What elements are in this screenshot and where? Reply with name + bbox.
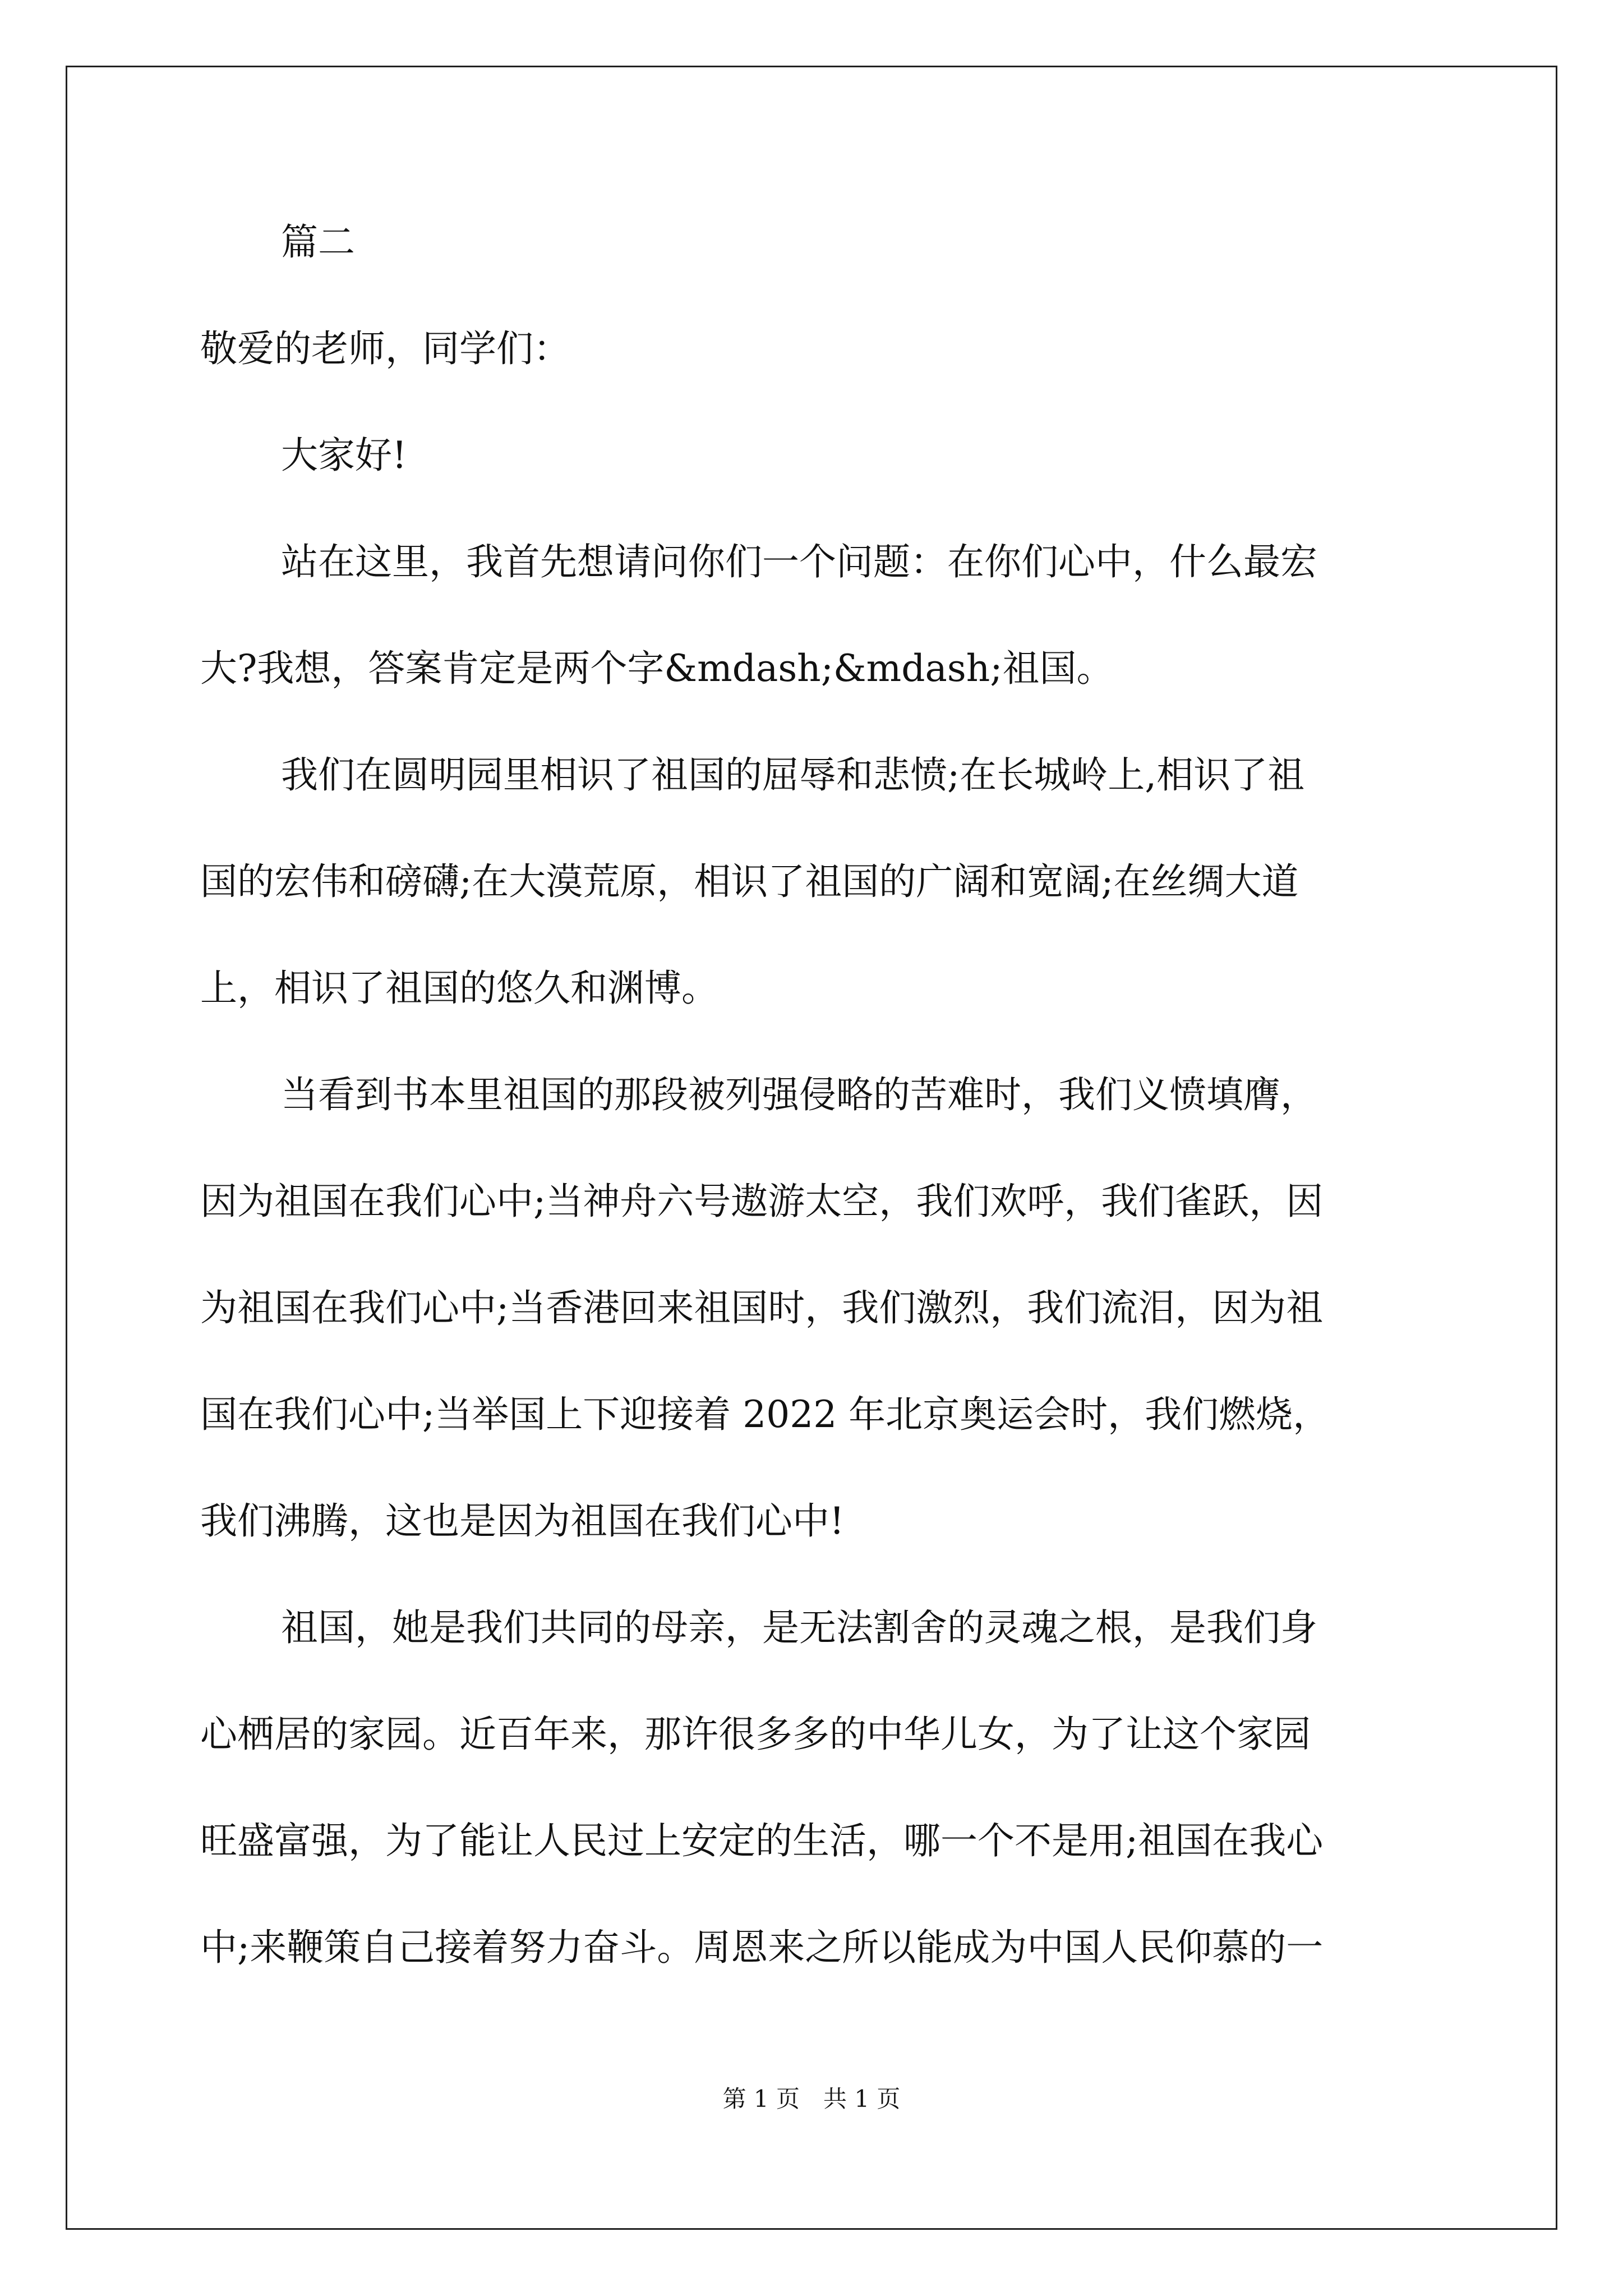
paragraph-line: 国的宏伟和磅礴;在大漠荒原，相识了祖国的广阔和宽阔;在丝绸大道 (200, 860, 1299, 903)
page-footer: 第 1 页 共 1 页 (722, 2085, 901, 2113)
paragraph-line: 祖国，她是我们共同的母亲，是无法割舍的灵魂之根，是我们身 (281, 1606, 1317, 1649)
paragraph-line: 心栖居的家园。近百年来，那许很多多的中华儿女，为了让这个家园 (200, 1713, 1311, 1756)
paragraph-line: 为祖国在我们心中;当香港回来祖国时，我们激烈，我们流泪，因为祖 (200, 1286, 1324, 1329)
paragraph-line: 当看到书本里祖国的那段被列强侵略的苦难时，我们义愤填膺， (281, 1073, 1317, 1116)
paragraph-line: 上，相识了祖国的悠久和渊博。 (200, 967, 718, 1010)
paragraph-line: 中;来鞭策自己接着努力奋斗。周恩来之所以能成为中国人民仰慕的一 (200, 1926, 1324, 1969)
paragraph-line: 国在我们心中;当举国上下迎接着 2022 年北京奥运会时，我们燃烧， (200, 1393, 1330, 1436)
salutation: 敬爱的老师，同学们： (200, 327, 570, 370)
paragraph-line: 大?我想，答案肯定是两个字&mdash;&mdash;祖国。 (200, 647, 1114, 690)
paragraph-line: 旺盛富强，为了能让人民过上安定的生活，哪一个不是用;祖国在我心 (200, 1819, 1324, 1862)
paragraph-line: 因为祖国在我们心中;当神舟六号遨游太空，我们欢呼，我们雀跃，因 (200, 1180, 1324, 1223)
page-border (66, 66, 1557, 2230)
paragraph-line: 我们沸腾，这也是因为祖国在我们心中! (200, 1499, 845, 1543)
section-heading: 篇二 (281, 220, 355, 264)
greeting: 大家好! (281, 434, 407, 477)
paragraph-line: 我们在圆明园里相识了祖国的屈辱和悲愤;在长城岭上,相识了祖 (281, 753, 1305, 797)
paragraph-line: 站在这里，我首先想请问你们一个问题：在你们心中，什么最宏 (281, 540, 1317, 583)
